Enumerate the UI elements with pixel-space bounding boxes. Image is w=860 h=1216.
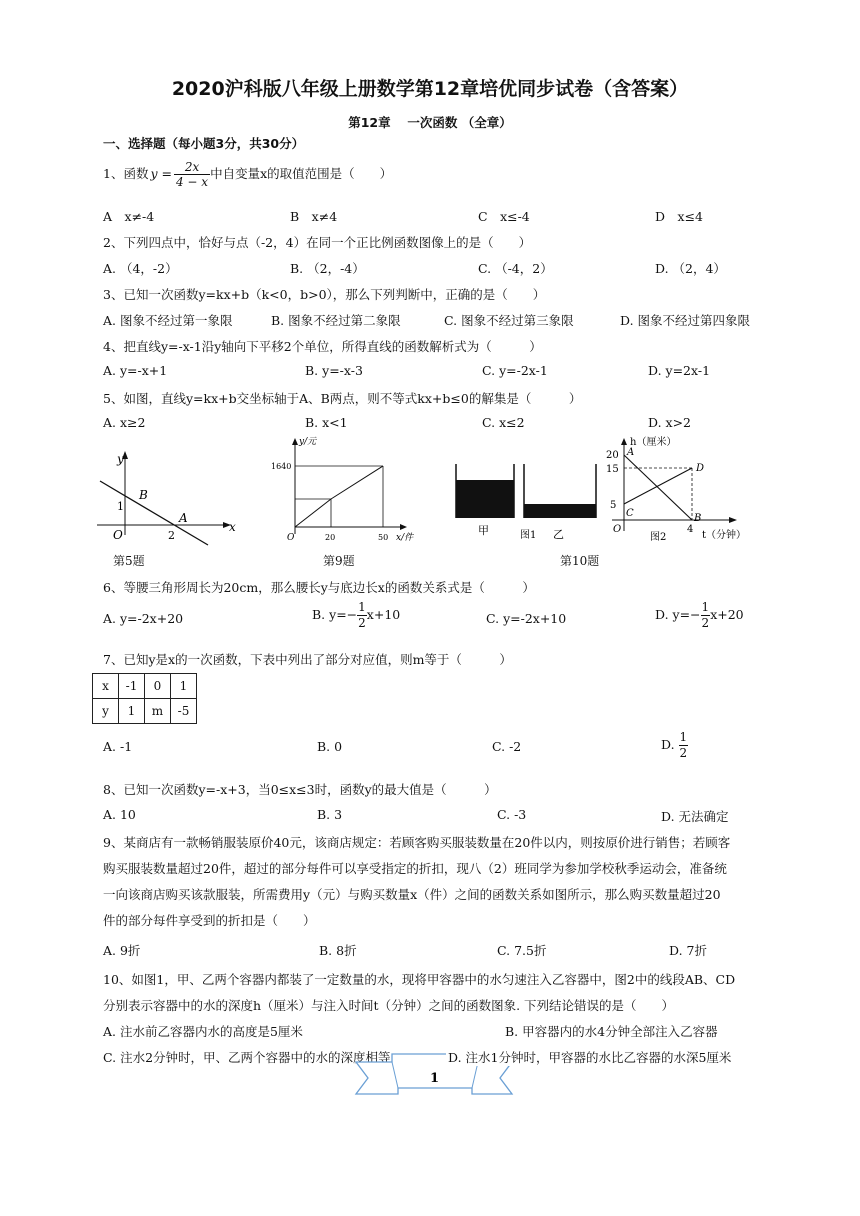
q6-option-b-fraction xyxy=(357,600,367,631)
q1-option-a[interactable]: A x≠-4 xyxy=(103,209,155,224)
figure-q9 xyxy=(265,432,415,550)
table-cell: y xyxy=(93,699,119,724)
q7-option-d-denominator: 2 xyxy=(679,746,688,760)
fig10-point-a: A xyxy=(627,447,635,458)
q10-option-c[interactable]: C. 注水2分钟时，甲、乙两个容器中的水的深度相等 xyxy=(103,1050,391,1065)
q9-option-c[interactable]: C. 7.5折 xyxy=(497,943,547,958)
fig10-jia-water xyxy=(456,480,514,518)
table-cell: m xyxy=(145,699,171,724)
q10-option-d[interactable]: D. 注水1分钟时，甲容器的水比乙容器的水深5厘米 xyxy=(448,1050,732,1065)
q1-fraction-denominator: 4 − x xyxy=(175,175,209,189)
question-4: 4、把直线y=-x-1沿y轴向下平移2个单位，所得直线的函数解析式为（ ） xyxy=(103,339,542,354)
figure-q5-caption: 第5题 xyxy=(113,554,145,568)
fig9-segment-1 xyxy=(295,499,331,527)
question-1 xyxy=(103,160,392,189)
q1-stem-suffix: 中自变量x的取值范围是（ ） xyxy=(210,166,393,181)
q6-option-b-prefix: B. y=− xyxy=(312,607,358,622)
fig10-origin: O xyxy=(613,524,622,535)
fig5-y-label: y xyxy=(117,452,124,466)
fig10-tick-15: 15 xyxy=(606,464,619,475)
q1-option-c[interactable]: C x≤-4 xyxy=(478,209,530,224)
question-10-line-1: 10、如图1，甲、乙两个容器内都装了一定数量的水，现将甲容器中的水匀速注入乙容器中，图2中的线段AB、CD xyxy=(103,972,736,987)
fig9-y-arrow xyxy=(292,438,298,445)
question-3: 3、已知一次函数y=kx+b（k<0，b>0），那么下列判断中，正确的是（ ） xyxy=(103,287,546,302)
q7-option-a[interactable]: A. -1 xyxy=(103,739,133,754)
q4-option-c[interactable]: C. y=-2x-1 xyxy=(482,363,548,378)
q1-option-b[interactable]: B x≠4 xyxy=(290,209,338,224)
q6-option-d-numerator: 1 xyxy=(701,600,710,614)
question-9-line-2: 购买服装数量超过20件，超过的部分每件可以享受指定的折扣，现八（2）班同学为参加学校秋季运动会，准备统 xyxy=(103,861,727,876)
fig10-t-label: t（分钟） xyxy=(702,530,747,541)
q9-option-a[interactable]: A. 9折 xyxy=(103,943,141,958)
fig5-point-a: A xyxy=(179,511,188,525)
fig10-tick-20: 20 xyxy=(606,450,619,461)
q2-option-d[interactable]: D. （2，4） xyxy=(655,261,726,276)
q6-option-c[interactable]: C. y=-2x+10 xyxy=(486,611,567,626)
question-10-line-2: 分别表示容器中的水的深度h（厘米）与注入时间t（分钟）之间的函数图象. 下列结论错误的是（ ） xyxy=(103,998,675,1013)
chapter-subtitle: 第12章 一次函数 （全章） xyxy=(348,115,512,130)
fig10-label-fig2: 图2 xyxy=(650,532,667,543)
q3-option-b[interactable]: B. 图象不经过第二象限 xyxy=(271,313,401,328)
q9-option-b[interactable]: B. 8折 xyxy=(319,943,357,958)
q7-option-d-fraction xyxy=(679,730,689,761)
q6-option-b-numerator: 1 xyxy=(358,600,366,614)
q6-option-b-suffix: x+10 xyxy=(366,607,401,622)
q6-option-d-denominator: 2 xyxy=(701,616,710,630)
q4-option-d[interactable]: D. y=2x-1 xyxy=(648,363,711,378)
table-cell: -1 xyxy=(119,674,145,699)
fig10-yi-water xyxy=(524,504,596,518)
q1-fraction-numerator: 2x xyxy=(174,160,210,175)
q8-option-c[interactable]: C. -3 xyxy=(497,807,527,822)
page-title: 2020沪科版八年级上册数学第12章培优同步试卷（含答案） xyxy=(171,78,689,100)
table-row xyxy=(93,699,197,724)
q3-option-a[interactable]: A. 图象不经过第一象限 xyxy=(103,313,233,328)
figure-q10-containers xyxy=(450,458,605,548)
q8-option-b[interactable]: B. 3 xyxy=(317,807,343,822)
q8-option-d[interactable]: D. 无法确定 xyxy=(661,809,729,824)
fig9-tick-50: 50 xyxy=(378,533,389,542)
fig10-tick-5: 5 xyxy=(610,500,617,511)
fig9-y-label: y/元 xyxy=(299,437,317,447)
q7-option-c[interactable]: C. -2 xyxy=(492,739,522,754)
fig5-x-label: x xyxy=(229,520,236,534)
q7-value-table xyxy=(92,673,197,724)
question-7: 7、已知y是x的一次函数，下表中列出了部分对应值，则m等于（ ） xyxy=(103,652,512,667)
fig10-point-c: C xyxy=(626,508,634,519)
q6-option-d[interactable] xyxy=(655,600,744,631)
q7-option-d-numerator: 1 xyxy=(679,730,688,744)
q6-option-a[interactable]: A. y=-2x+20 xyxy=(103,611,184,626)
page-number: 1 xyxy=(430,1071,440,1086)
q1-option-d[interactable]: D x≤4 xyxy=(655,209,703,224)
q3-option-c[interactable]: C. 图象不经过第三象限 xyxy=(444,313,574,328)
fig10-h-arrow xyxy=(621,438,627,445)
q6-option-d-fraction xyxy=(701,600,711,631)
question-6: 6、等腰三角形周长为20cm，那么腰长y与底边长x的函数关系式是（ ） xyxy=(103,580,535,595)
q1-stem-prefix: 1、函数 xyxy=(103,166,149,181)
q5-option-d[interactable]: D. x>2 xyxy=(648,415,691,430)
q6-option-d-prefix: D. y=− xyxy=(655,607,701,622)
question-2: 2、下列四点中，恰好与点（-2，4）在同一个正比例函数图像上的是（ ） xyxy=(103,235,532,250)
fig10-point-b: B xyxy=(694,513,702,524)
fig10-label-jia: 甲 xyxy=(478,524,489,537)
q6-option-d-suffix: x+20 xyxy=(710,607,744,622)
fig10-label-fig1: 图1 xyxy=(520,530,537,541)
fig5-tick-2: 2 xyxy=(168,529,175,542)
fig9-x-arrow xyxy=(400,524,407,530)
fig10-label-yi: 乙 xyxy=(553,528,564,541)
table-cell: 1 xyxy=(119,699,145,724)
fig10-h-label: h（厘米） xyxy=(630,437,677,448)
figure-q5 xyxy=(95,443,245,553)
q5-option-c[interactable]: C. x≤2 xyxy=(482,415,525,430)
fig5-tick-1: 1 xyxy=(117,500,124,513)
q7-option-d-prefix: D. xyxy=(661,737,675,752)
q2-option-c[interactable]: C. （-4，2） xyxy=(478,261,553,276)
fig10-segment-cd xyxy=(624,468,692,504)
q2-option-a[interactable]: A. （4，-2） xyxy=(103,261,178,276)
question-8: 8、已知一次函数y=-x+3，当0≤x≤3时，函数y的最大值是（ ） xyxy=(103,782,497,797)
q7-option-b[interactable]: B. 0 xyxy=(317,739,343,754)
fig9-tick-20: 20 xyxy=(325,533,336,542)
section-heading: 一、选择题（每小题3分，共30分） xyxy=(103,136,305,151)
q1-fraction xyxy=(174,160,210,189)
q5-option-b[interactable]: B. x<1 xyxy=(305,415,348,430)
q10-option-a[interactable]: A. 注水前乙容器内水的高度是5厘米 xyxy=(103,1024,303,1039)
table-cell: 0 xyxy=(145,674,171,699)
q4-option-a[interactable]: A. y=-x+1 xyxy=(103,363,168,378)
table-cell: x xyxy=(93,674,119,699)
q10-option-b[interactable]: B. 甲容器内的水4分钟全部注入乙容器 xyxy=(505,1024,718,1039)
q5-option-a[interactable]: A. x≥2 xyxy=(103,415,146,430)
q1-y-equals: y = xyxy=(150,166,172,181)
fig9-x-label: x/件 xyxy=(396,533,414,543)
fig9-origin: O xyxy=(287,533,295,543)
q8-option-a[interactable]: A. 10 xyxy=(103,807,136,822)
fig10-point-d: D xyxy=(696,463,705,474)
fig9-tick-1640: 1640 xyxy=(271,462,292,471)
fig9-segment-2 xyxy=(331,466,383,499)
fig10-t-arrow xyxy=(729,517,737,523)
table-cell: 1 xyxy=(171,674,197,699)
table-cell: -5 xyxy=(171,699,197,724)
question-9-line-3: 一向该商店购买该款服装，所需费用y（元）与购买数量x（件）之间的函数关系如图所示，那么购买数量超过20 xyxy=(103,887,721,902)
q2-option-b[interactable]: B. （2，-4） xyxy=(290,261,365,276)
question-9-line-1: 9、某商店有一款畅销服装原价40元，该商店规定：若顾客购买服装数量在20件以内，则按原价进行销售；若顾客 xyxy=(103,835,731,850)
table-row xyxy=(93,674,197,699)
q7-option-d[interactable] xyxy=(661,730,688,761)
fig10-tick-4: 4 xyxy=(687,524,694,535)
q6-option-b[interactable] xyxy=(312,600,400,631)
question-5: 5、如图，直线y=kx+b交坐标轴于A、B两点，则不等式kx+b≤0的解集是（ ） xyxy=(103,391,582,406)
q4-option-b[interactable]: B. y=-x-3 xyxy=(305,363,363,378)
figure-q10-caption: 第10题 xyxy=(560,554,600,568)
fig5-point-b: B xyxy=(139,488,148,502)
q9-option-d[interactable]: D. 7折 xyxy=(669,943,707,958)
figure-q10-graph xyxy=(600,433,770,548)
fig10-segment-ab xyxy=(624,455,692,520)
fig5-origin: O xyxy=(113,528,123,542)
q6-option-b-denominator: 2 xyxy=(358,616,366,630)
q3-option-d[interactable]: D. 图象不经过第四象限 xyxy=(620,313,751,328)
question-9-line-4: 件的部分每件享受到的折扣是（ ） xyxy=(103,913,316,928)
figure-q9-caption: 第9题 xyxy=(323,554,355,568)
